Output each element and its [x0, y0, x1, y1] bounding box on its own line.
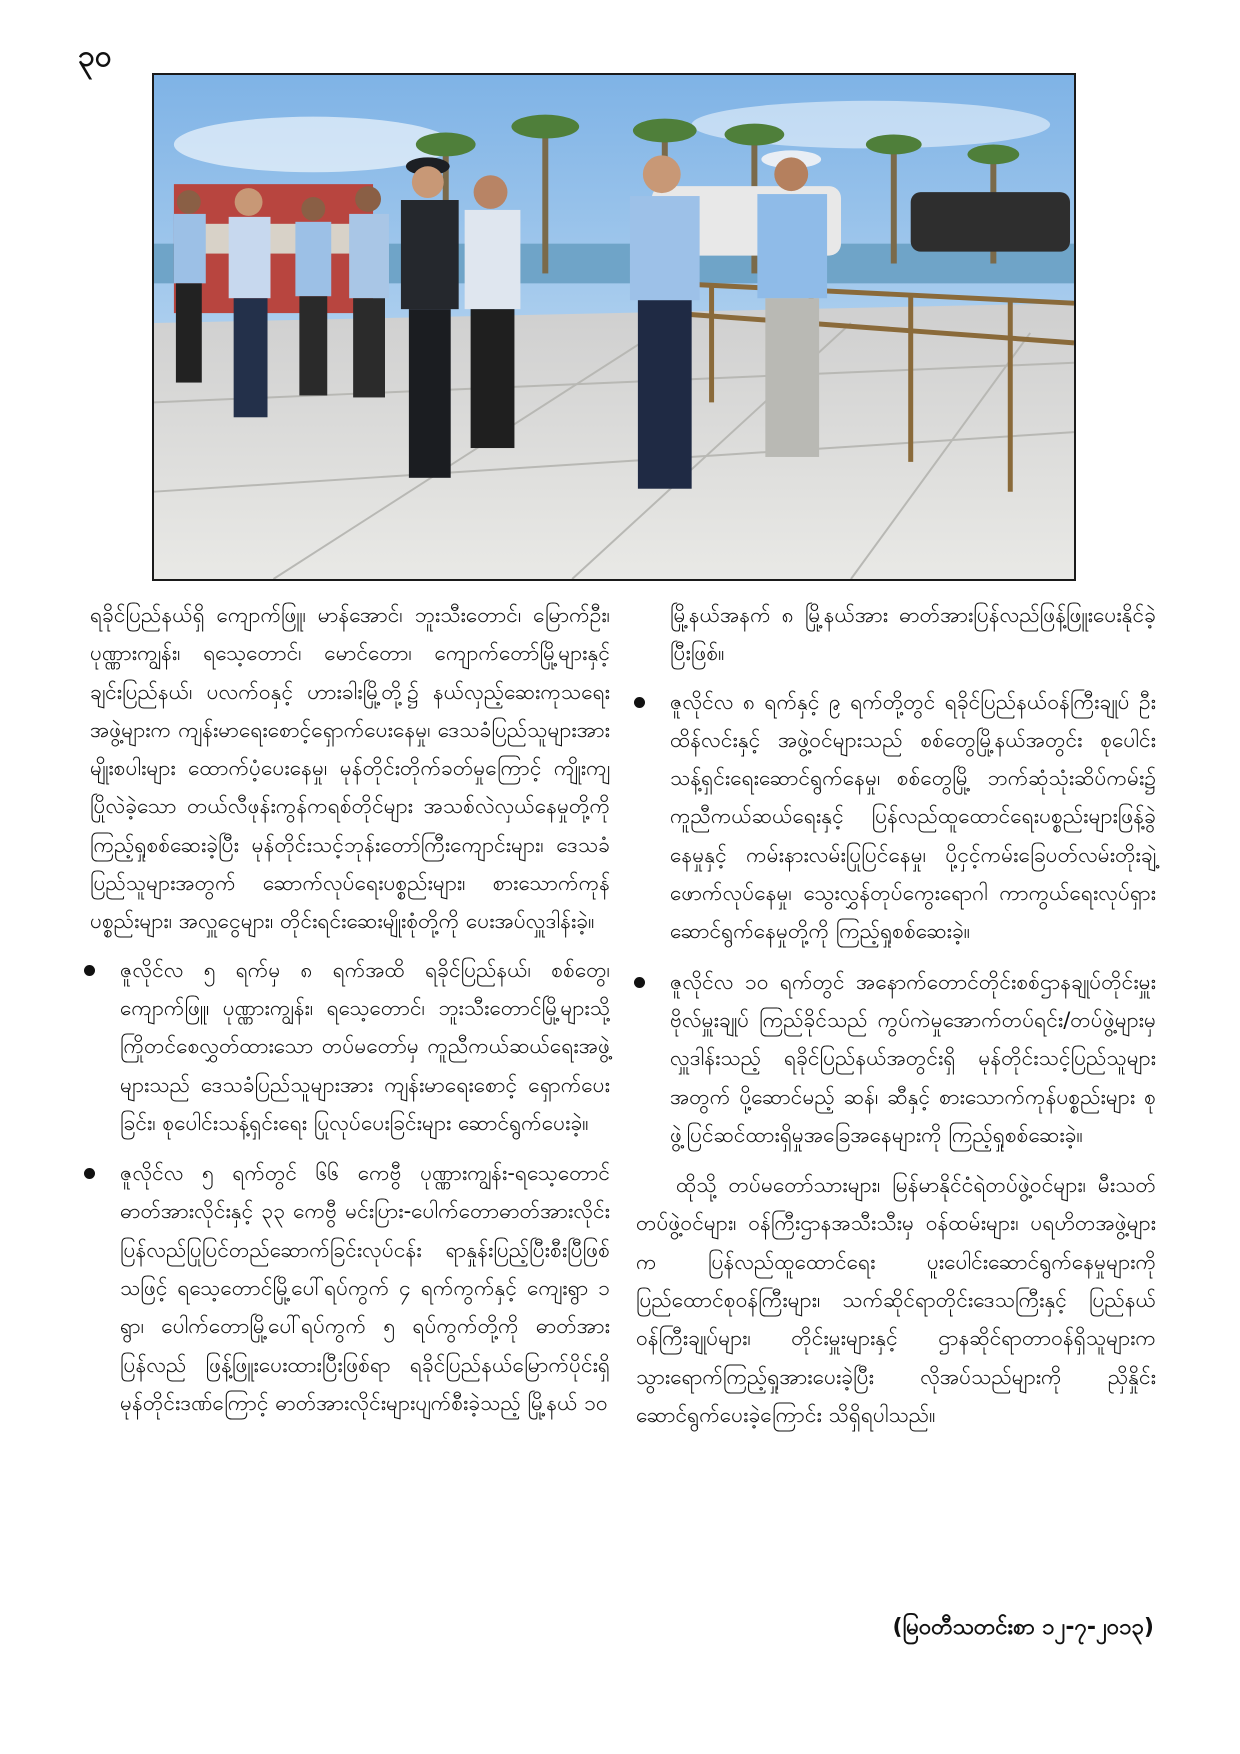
news-photo	[152, 73, 1076, 581]
left-column	[90, 596, 610, 1434]
right-bullet-list	[636, 683, 1156, 1155]
bullet-icon	[634, 697, 645, 708]
right-column	[636, 596, 1156, 1444]
list-item-text: ဇူလိုင်လ ၅ ရက်တွင် ၆၆ ကေဗွီ ပုဏ္ဏားကျွန်း-ရသေ့တောင် ဓာတ်အားလိုင်းနှင့် ၃၃ ကေဗွီ မင်းပြား-ပေါက်တောဓာတ်အားလိုင်းပြန်လည်ပြုပြင်တည်ဆောက်ခြင်းလုပ်ငန်း ရာနှုန်းပြည့်ပြီးစီးပြီဖြစ်သဖြင့် ရသေ့တောင်မြို့ပေါ်ရပ်ကွက် ၄ ရက်ကွက်နှင့် ကျေးရွာ ၁ ရွာ၊ ပေါက်တောမြို့ပေါ်ရပ်ကွက် ၅ ရပ်ကွက်တို့ကို ဓာတ်အားပြန်လည် ဖြန့်ဖြူးပေးထားပြီးဖြစ်ရာ ရခိုင်ပြည်နယ်မြောက်ပိုင်းရှိ မုန်တိုင်းဒဏ်ကြောင့် ဓာတ်အားလိုင်းများပျက်စီးခဲ့သည့် မြို့နယ် ၁၀	[120, 1161, 610, 1415]
list-item-text: ဇူလိုင်လ ၈ ရက်နှင့် ၉ ရက်တို့တွင် ရခိုင်ပြည်နယ်ဝန်ကြီးချုပ် ဦးထိန်လင်းနှင့် အဖွဲ့ဝင်များသည် စစ်တွေမြို့နယ်အတွင်း စုပေါင်းသန့်ရှင်းရေးဆောင်ရွက်နေမှု၊ စစ်တွေမြို့ ဘက်ဆုံသုံးဆိပ်ကမ်း၌ ကူညီကယ်ဆယ်ရေးနှင့် ပြန်လည်ထူထောင်ရေးပစ္စည်းများဖြန့်ခွဲနေမှုနှင့် ကမ်းနားလမ်းပြုပြင်နေမှု၊ ပို့ငှင့်ကမ်းခြေပတ်လမ်းတိုးချဲ့ဖောက်လုပ်နေမှု၊ သွေးလွှန်တုပ်ကွေးရောဂါ ကာကွယ်ရေးလုပ်ရှားဆောင်ရွက်နေမှုတို့ကို ကြည့်ရှုစစ်ဆေးခဲ့။	[670, 689, 1156, 944]
photo-image	[154, 75, 1074, 579]
continued-text: မြို့နယ်အနက် ၈ မြို့နယ်အား ဓာတ်အားပြန်လည်ဖြန့်ဖြူးပေးနိုင်ခဲ့ပြီးဖြစ်။	[670, 603, 1156, 666]
list-item	[636, 683, 1156, 951]
bullet-icon	[84, 965, 95, 976]
left-bullet-list	[86, 951, 610, 1423]
list-item	[636, 963, 1156, 1154]
page-number: ၃၀	[78, 39, 112, 74]
bullet-icon	[634, 977, 645, 988]
list-item	[86, 951, 610, 1142]
intro-paragraph: ရခိုင်ပြည်နယ်ရှိ ကျောက်ဖြူ၊ မာန်အောင်၊ ဘူးသီးတောင်၊ မြောက်ဦး၊ ပုဏ္ဏားကျွန်း၊ ရသေ့တောင်၊ မောင်တော၊ ကျောက်တော်မြို့များနှင့် ချင်းပြည်နယ်၊ ပလက်ဝနှင့် ဟားခါးမြို့တို့၌ နယ်လှည့်ဆေးကုသရေးအဖွဲ့များက ကျန်းမာရေးစောင့်ရှောက်ပေးနေမှု၊ ဒေသခံပြည်သူများအား မျိုးစပါးများ ထောက်ပံ့ပေးနေမှု၊ မုန်တိုင်းတိုက်ခတ်မှုကြောင့် ကျိုးကျပြိုလဲခဲ့သော တယ်လီဖုန်းကွန်ကရစ်တိုင်များ အသစ်လဲလှယ်နေမှုတို့ကို ကြည့်ရှုစစ်ဆေးခဲ့ပြီး မုန်တိုင်းသင့်ဘုန်းတော်ကြီးကျောင်းများ၊ ဒေသခံပြည်သူများအတွက် ဆောက်လုပ်ရေးပစ္စည်းများ၊ စားသောက်ကုန်ပစ္စည်းများ၊ အလှူငွေများ၊ တိုင်းရင်းဆေးမျိုးစုံတို့ကို ပေးအပ်လှူဒါန်းခဲ့။	[90, 603, 610, 934]
list-item	[86, 1154, 610, 1422]
source-credit: (မြဝတီသတင်းစာ ၁၂-၇-၂၀၁၃)	[892, 1615, 1154, 1640]
list-item-text: ဇူလိုင်လ ၁၀ ရက်တွင် အနောက်တောင်တိုင်းစစ်ဌာနချုပ်တိုင်းမှူး ဗိုလ်မှူးချုပ် ကြည်ခိုင်သည် ကွပ်ကဲမှုအောက်တပ်ရင်း/တပ်ဖွဲ့များမှ လှူဒါန်းသည့် ရခိုင်ပြည်နယ်အတွင်းရှိ မုန်တိုင်းသင့်ပြည်သူများအတွက် ပို့ဆောင်မည့် ဆန်၊ ဆီနှင့် စားသောက်ကုန်ပစ္စည်းများ စုဖွဲ့ပြင်ဆင်ထားရှိမှုအခြေအနေများကို ကြည့်ရှုစစ်ဆေးခဲ့။	[670, 969, 1156, 1147]
closing-paragraph: ထိုသို့ တပ်မတော်သားများ၊ မြန်မာနိုင်ငံရဲတပ်ဖွဲ့ဝင်များ၊ မီးသတ်တပ်ဖွဲ့ဝင်များ၊ ဝန်ကြီးဌာနအသီးသီးမှ ဝန်ထမ်းများ၊ ပရဟိတအဖွဲ့များက ပြန်လည်ထူထောင်ရေး ပူးပေါင်းဆောင်ရွက်နေမှုများကို ပြည်ထောင်စုဝန်ကြီးများ၊ သက်ဆိုင်ရာတိုင်းဒေသကြီးနှင့် ပြည်နယ်ဝန်ကြီးချုပ်များ၊ တိုင်းမှူးများနှင့် ဌာနဆိုင်ရာတာဝန်ရှိသူများက သွားရောက်ကြည့်ရှုအားပေးခဲ့ပြီး လိုအပ်သည်များကို ညှိနှိုင်းဆောင်ရွက်ပေးခဲ့ကြောင်း သိရှိရပါသည်။	[636, 1173, 1156, 1427]
list-item-text: ဇူလိုင်လ ၅ ရက်မှ ၈ ရက်အထိ ရခိုင်ပြည်နယ်၊ စစ်တွေ၊ ကျောက်ဖြူ၊ ပုဏ္ဏားကျွန်း၊ ရသေ့တောင်၊ ဘူးသီးတောင်မြို့များသို့ ကြိုတင်စေလွှတ်ထားသော တပ်မတော်မှ ကူညီကယ်ဆယ်ရေးအဖွဲ့များသည် ဒေသခံပြည်သူများအား ကျန်းမာရေးစောင့် ရှောက်ပေးခြင်း၊ စုပေါင်းသန့်ရှင်းရေး ပြုလုပ်ပေးခြင်းများ ဆောင်ရွက်ပေးခဲ့။	[120, 957, 610, 1135]
bullet-icon	[84, 1168, 95, 1179]
